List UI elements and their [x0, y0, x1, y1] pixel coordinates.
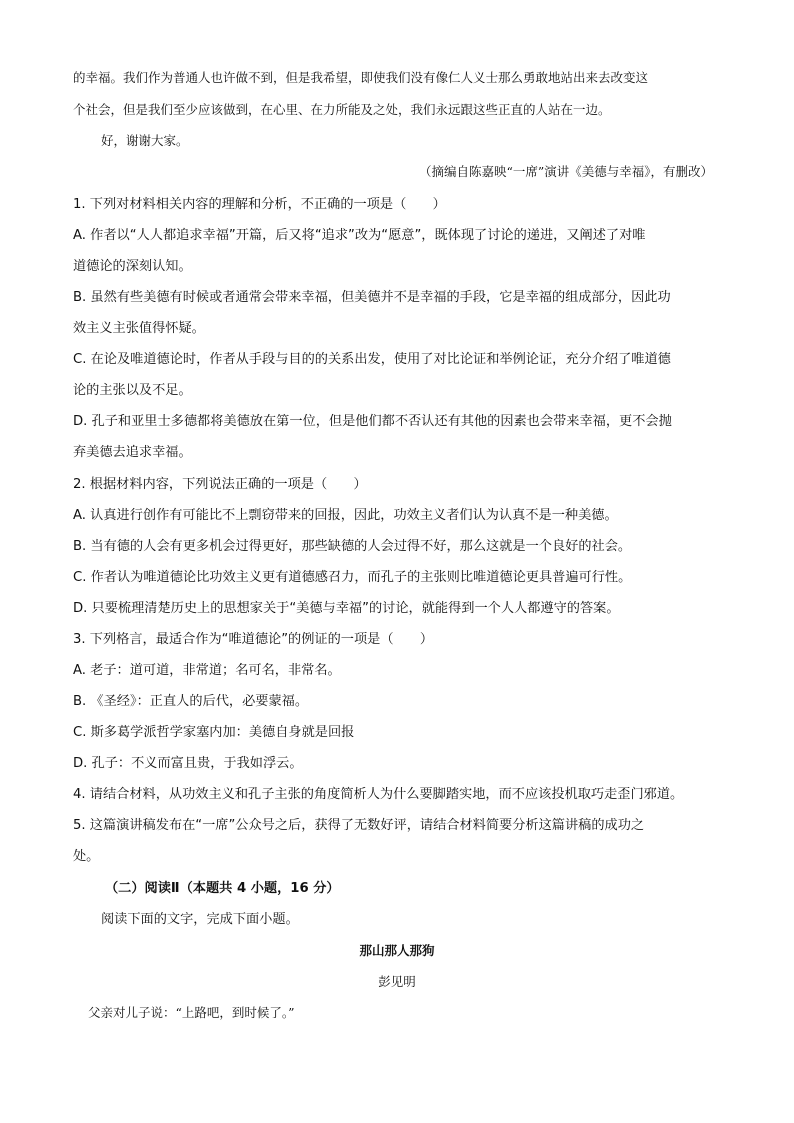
- option-d: D. 孔子和亚里士多德都将美德放在第一位，但是他们都不否认还有其他的因素也会带来幸福，更不会抛: [73, 414, 672, 429]
- question-stem: 1. 下列对材料相关内容的理解和分析，不正确的一项是（ ）: [73, 197, 446, 212]
- option-c: C. 斯多葛学派哲学家塞内加：美德自身就是回报: [73, 725, 355, 740]
- option-a: A. 老子：道可道，非常道；名可名，非常名。: [73, 663, 341, 678]
- option-b: B. 《圣经》：正直人的后代，必要蒙福。: [73, 694, 309, 709]
- option-b-cont: 效主义主张值得怀疑。: [73, 321, 205, 336]
- option-c: C. 在论及唯道德论时，作者从手段与目的的关系出发，使用了对比论证和举例论证，充分介绍了唯道德: [73, 352, 671, 367]
- option-a-cont: 道德论的深刻认知。: [73, 259, 192, 274]
- option-d-cont: 弃美德去追求幸福。: [73, 445, 192, 460]
- passage-line: 个社会，但是我们至少应该做到，在心里、在力所能及之处，我们永远跟这些正直的人站在一边。: [73, 102, 611, 117]
- question-5-cont: 处。: [73, 849, 100, 864]
- story-first-line: 父亲对儿子说：“上路吧，到时候了。”: [88, 1005, 295, 1020]
- question-5: 5. 这篇演讲稿发布在“一席”公众号之后，获得了无数好评，请结合材料简要分析这篇讲稿的成功之: [73, 818, 645, 833]
- question-stem: 2. 根据材料内容，下列说法正确的一项是（ ）: [73, 477, 367, 492]
- option-a: A. 认真进行创作有可能比不上剽窃带来的回报，因此，功效主义者们认为认真不是一种美德。: [73, 508, 618, 523]
- story-title: 那山那人那狗: [359, 943, 435, 958]
- option-b: B. 当有德的人会有更多机会过得更好，那些缺德的人会过得不好，那么这就是一个良好的社会。: [73, 539, 632, 554]
- section-heading: （二）阅读Ⅱ（本题共 4 小题，16 分）: [105, 881, 340, 896]
- passage-line: 的幸福。我们作为普通人也许做不到，但是我希望，即使我们没有像仁人义士那么勇敢地站出来去改变这: [73, 70, 649, 85]
- question-4: 4. 请结合材料，从功效主义和孔子主张的角度简析人为什么要脚踏实地，而不应该投机取巧走歪门邪道。: [73, 787, 684, 802]
- option-a: A. 作者以“人人都追求幸福”开篇，后又将“追求”改为“愿意”，既体现了讨论的递进，又阐述了对唯: [73, 228, 646, 243]
- option-b: B. 虽然有些美德有时候或者通常会带来幸福，但美德并不是幸福的手段，它是幸福的组成部分，因此功: [73, 290, 671, 305]
- option-d: D. 只要梳理清楚历史上的思想家关于“美德与幸福”的讨论，就能得到一个人人都遵守的答案。: [73, 601, 620, 616]
- passage-closing: 好，谢谢大家。: [101, 133, 189, 148]
- option-c: C. 作者认为唯道德论比功效主义更有道德感召力，而孔子的主张则比唯道德论更具普遍可行性。: [73, 570, 632, 585]
- passage-source: （摘编自陈嘉映“一席”演讲《美德与幸福》，有删改）: [418, 164, 713, 179]
- option-c-cont: 论的主张以及不足。: [73, 383, 192, 398]
- question-stem: 3. 下列格言，最适合作为“唯道德论”的例证的一项是（ ）: [73, 632, 434, 647]
- option-d: D. 孔子：不义而富且贵，于我如浮云。: [73, 756, 303, 771]
- story-author: 彭见明: [378, 974, 416, 989]
- section-instruction: 阅读下面的文字，完成下面小题。: [101, 912, 299, 927]
